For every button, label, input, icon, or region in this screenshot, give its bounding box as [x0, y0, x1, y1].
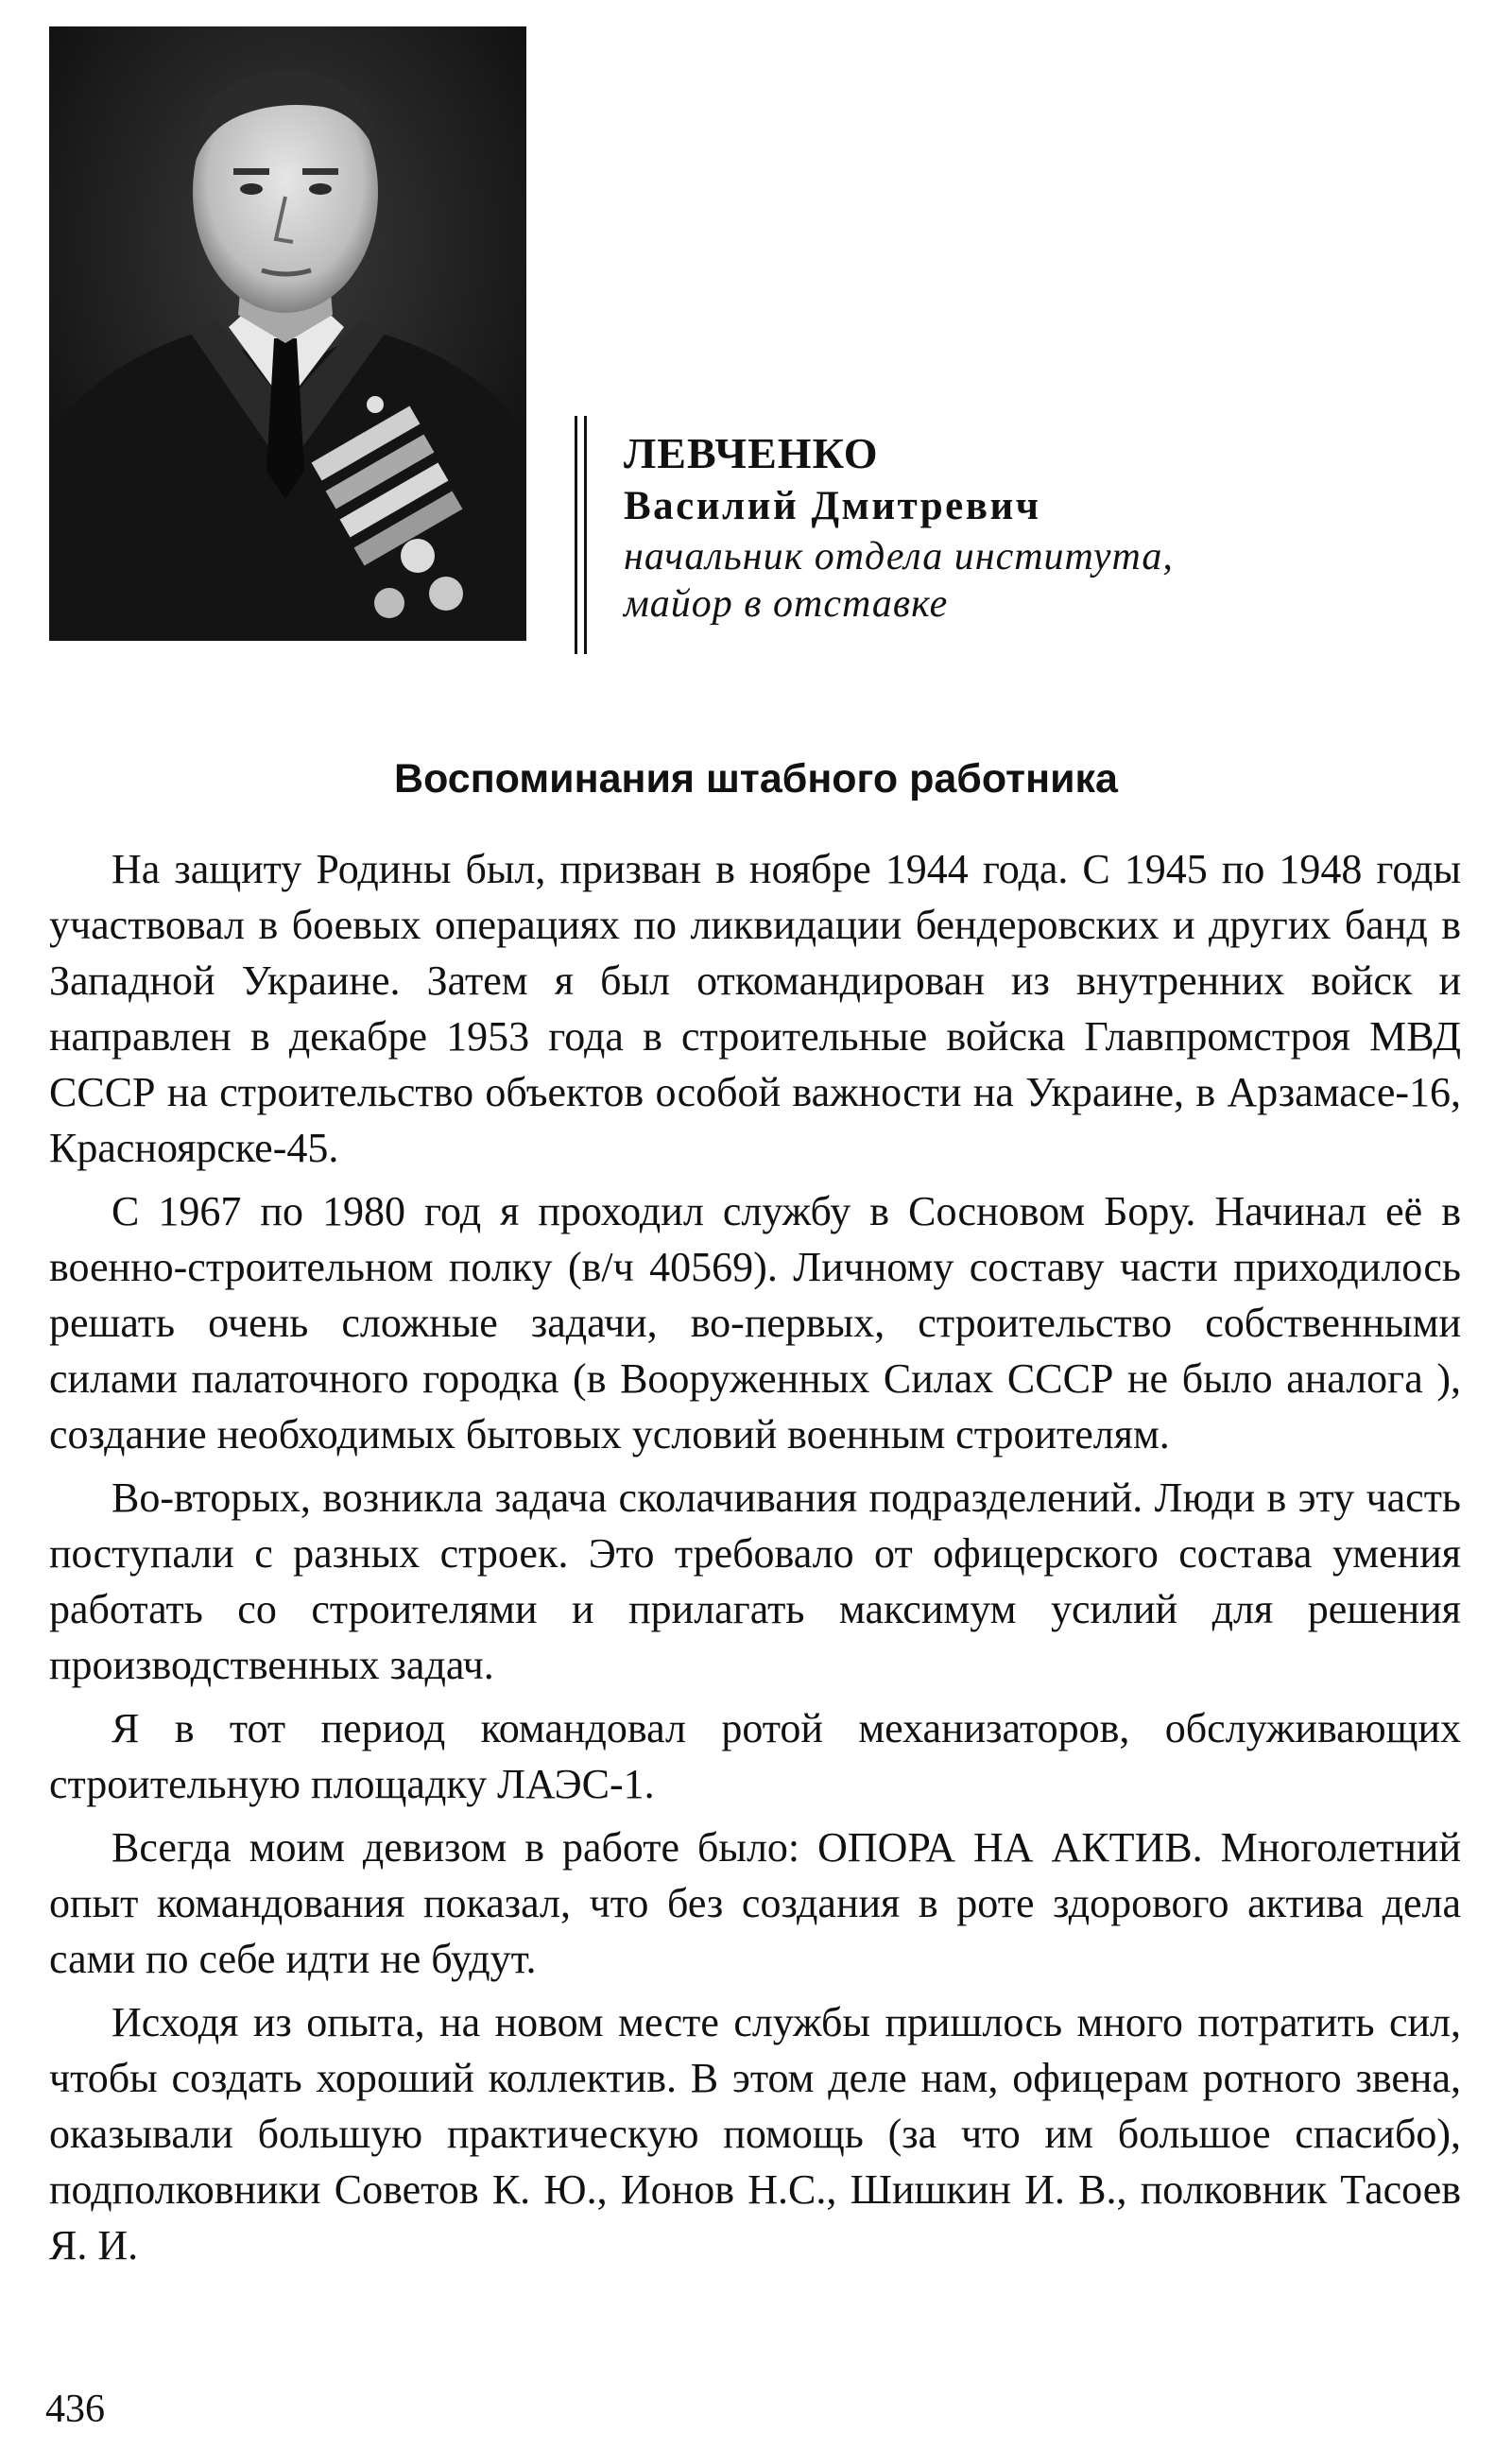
vertical-rule	[575, 416, 577, 654]
author-given-names: Василий Дмитревич	[624, 484, 1041, 528]
vertical-rule	[584, 416, 587, 654]
author-role-line-2: майор в отставке	[624, 582, 949, 626]
page-number: 436	[45, 2388, 105, 2431]
paragraph: Всегда моим девизом в работе было: ОПОРА НА АКТИВ. Многолетний опыт командования показал, что без создания в роте здорового актива дела сами по себе идти не будут.	[49, 1824, 1461, 1982]
paragraph: Я в тот период командовал ротой механизаторов, обслуживающих строительную площадку ЛАЭС-1.	[49, 1705, 1461, 1807]
paragraph: Во-вторых, возникла задача сколачивания подразделений. Люди в эту часть поступали с разных строек. Это требовало от офицерского состава умения работать со строителями и прилагать максимум усилий для решения производственных задач.	[49, 1475, 1461, 1688]
author-role-line-1: начальник отдела института,	[624, 535, 1174, 578]
article-title: Воспоминания штабного работника	[394, 756, 1118, 802]
portrait-photo	[49, 26, 526, 641]
portrait-illustration	[49, 26, 526, 641]
paragraph: На защиту Родины был, призван в ноябре 1944 года. С 1945 по 1948 годы участвовал в боевых операциях по ликвидации бендеровских и других банд в Западной Украине. Затем я был откомандирован из внутренних войск и направлен в декабре 1953 года в строительные войска Главпромстроя МВД СССР на строительство объектов особой важности на Украине, в Арзамасе-16, Красноярске-45.	[49, 846, 1461, 1171]
paragraph: Исходя из опыта, на новом месте службы пришлось много потратить сил, чтобы создать хороший коллектив. В этом деле нам, офицерам ротного звена, оказывали большую практическую помощь (за что им большое спасибо), подполковники Советов К. Ю., Ионов Н.С., Шишкин И. В., полковник Тасоев Я. И.	[49, 1999, 1461, 2268]
author-info	[575, 416, 1387, 654]
author-surname: ЛЕВЧЕНКО	[624, 429, 879, 477]
paragraph: С 1967 по 1980 год я проходил службу в Сосновом Бору. Начинал её в военно-строительном полку (в/ч 40569). Личному составу части приходилось решать очень сложные задачи, во-первых, строительство собственными силами палаточного городка (в Вооруженных Силах СССР не было аналога ), создание необходимых бытовых условий военным строителям.	[49, 1188, 1461, 1457]
article-body	[49, 841, 1461, 2281]
